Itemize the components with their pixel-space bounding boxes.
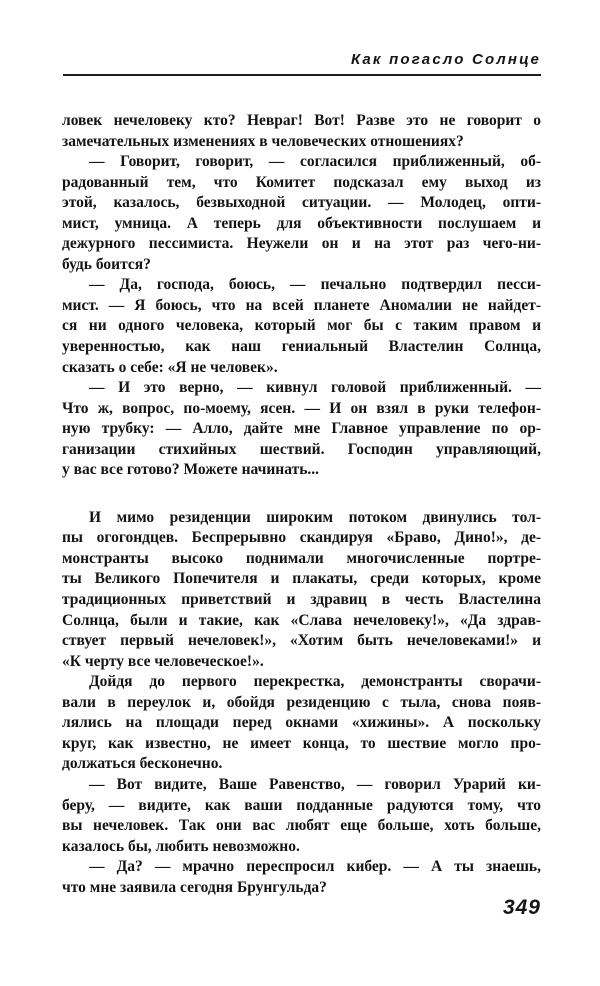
text-line: лялись на площади перед окнами «хижины». А поскольку <box>62 714 541 732</box>
text-line: И мимо резиденции широким потоком двинулись тол- <box>89 508 541 526</box>
paragraph <box>62 152 541 275</box>
text-line: ся ни одного человека, который мог бы с таким правом и <box>62 317 541 335</box>
text-line: пы огогондцев. Беспрерывно скандируя «Браво, Дино!», де- <box>62 529 541 547</box>
text-line: мист, умница. А теперь для объективности послушаем и <box>62 214 541 232</box>
text-line: Солнца, были и такие, как «Слава нечеловеку!», «Да здрав- <box>62 611 541 629</box>
text-line: традиционных приветствий и здравиц в честь Властелина <box>62 591 541 609</box>
text-line: круг, как известно, не имеет конца, то шествие могло про- <box>62 734 541 752</box>
paragraph <box>62 857 541 898</box>
text-line: радованный тем, что Комитет подсказал ему выход из <box>62 173 541 191</box>
text-line: Дойдя до первого перекрестка, демонстранты сворачи- <box>89 673 541 691</box>
text-line: ты Великого Попечителя и плакаты, среди которых, кроме <box>62 570 541 588</box>
text-line: беру, — видите, как ваши подданные радуются тому, что <box>62 796 541 814</box>
text-line: уверенностью, как наш гениальный Властелин Солнца, <box>62 338 541 356</box>
text-line: — Да, господа, боюсь, — печально подтвердил песси- <box>89 276 541 294</box>
text-line: «К черту все человеческое!». <box>62 652 264 670</box>
text-line: должаться бесконечно. <box>62 755 223 773</box>
text-line: ную трубку: — Алло, дайте мне Главное управление по ор- <box>62 420 541 438</box>
text-line: замечательных изменениях в человеческих отношениях? <box>62 132 464 150</box>
running-header-title: Как погасло Солнце <box>350 51 541 68</box>
text-line: что мне заявила сегодня Брунгульда? <box>62 878 327 896</box>
paragraph <box>62 378 541 481</box>
text-line: этой, казалось, безвыходной ситуации. — Молодец, опти- <box>62 194 541 212</box>
paragraph <box>62 275 541 378</box>
text-line: будь боится? <box>62 255 151 273</box>
text-line: сказать о себе: «Я не человек». <box>62 358 278 376</box>
paragraph <box>62 111 541 152</box>
page-number: 349 <box>502 896 541 919</box>
text-line: ганизации стихийных шествий. Господин управляющий, <box>62 440 541 458</box>
paragraph <box>62 508 541 672</box>
text-line: дежурного пессимиста. Неужели он и на этот раз чего-ни- <box>62 235 541 253</box>
header-rule <box>63 74 541 76</box>
text-line: монстранты высоко поднимали многочисленные портре- <box>62 549 541 567</box>
text-line: Что ж, вопрос, по-моему, ясен. — И он взял в руки телефон- <box>62 399 541 417</box>
text-line: казалось бы, любить невозможно. <box>62 837 300 855</box>
paragraph <box>62 775 541 857</box>
text-line: ствует первый нечеловек!», «Хотим быть нечеловеками!» и <box>62 632 541 650</box>
text-line: ловек нечеловеку кто? Невраг! Вот! Разве это не говорит о <box>62 112 541 129</box>
text-line: — Вот видите, Ваше Равенство, — говорил Урарий ки- <box>89 775 541 793</box>
text-line: вы нечеловек. Так они вас любят еще больше, хоть больше, <box>62 817 541 835</box>
text-line: вали в переулок и, обойдя резиденцию с тыла, снова появ- <box>62 693 541 711</box>
text-line: — И это верно, — кивнул головой приближенный. — <box>89 379 541 397</box>
body-text <box>62 111 541 898</box>
paragraph <box>62 672 541 775</box>
text-line: — Да? — мрачно переспросил кибер. — А ты знаешь, <box>89 858 541 876</box>
text-line: — Говорит, говорит, — согласился приближенный, об- <box>89 153 541 171</box>
text-line: у вас все готово? Можете начинать... <box>62 461 320 479</box>
text-line: мист. — Я боюсь, что на всей планете Аномалии не найдет- <box>62 296 541 314</box>
